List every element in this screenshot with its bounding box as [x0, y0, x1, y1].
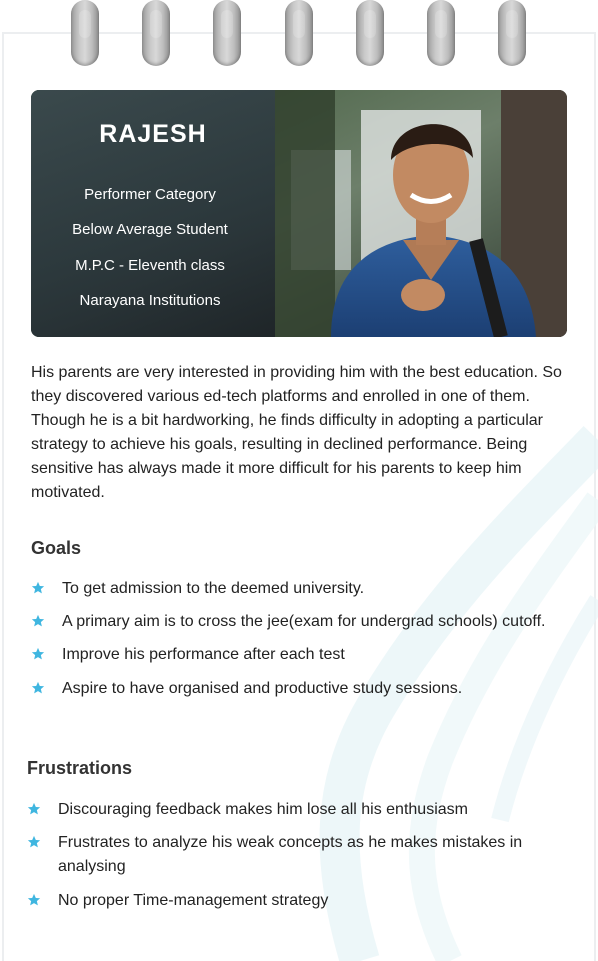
star-icon — [31, 614, 45, 628]
frustration-text: Frustrates to analyze his weak concepts as he makes mistakes in analysing — [58, 834, 523, 875]
goals-heading: Goals — [31, 538, 82, 558]
frustration-item — [27, 831, 547, 879]
goal-text: A primary aim is to cross the jee(exam for undergrad schools) cutoff. — [62, 613, 546, 630]
goal-text: Aspire to have organised and productive study sessions. — [62, 680, 463, 697]
performer-category-label: Performer Category — [84, 186, 216, 203]
goal-item — [31, 677, 551, 701]
frustrations-heading: Frustrations — [27, 758, 133, 778]
star-icon — [27, 802, 41, 816]
binder-ring-icon — [427, 0, 455, 66]
frustration-item — [27, 889, 547, 913]
goal-item — [31, 610, 551, 634]
binder-ring-icon — [285, 0, 313, 66]
star-icon — [27, 835, 41, 849]
frustration-text: No proper Time-management strategy — [58, 892, 329, 909]
star-icon — [31, 647, 45, 661]
goal-item — [31, 577, 551, 601]
goals-list — [31, 577, 551, 701]
star-icon — [31, 681, 45, 695]
profile-banner — [31, 90, 567, 337]
star-icon — [31, 581, 45, 595]
binder-rings — [0, 0, 598, 70]
goal-text: To get admission to the deemed university. — [62, 580, 365, 597]
performance-level: Below Average Student — [72, 221, 228, 238]
profile-info-panel — [31, 90, 275, 337]
binder-ring-icon — [356, 0, 384, 66]
binder-ring-icon — [71, 0, 99, 66]
binder-ring-icon — [142, 0, 170, 66]
intro-paragraph: His parents are very interested in providing him with the best education. So they discovered various ed-tech platforms and enrolled in one of them. Though he is a bit hardworking, he finds difficulty in adopting a particular strategy to achieve his goals, resulting in declined performance. Being sensitive has always made it more difficult for his parents to keep him motivated. — [31, 364, 562, 501]
star-icon — [27, 893, 41, 907]
class-stream: M.P.C - Eleventh class — [75, 257, 225, 274]
binder-ring-icon — [498, 0, 526, 66]
student-name: RAJESH — [99, 120, 207, 148]
frustration-item — [27, 798, 547, 822]
institution-name: Narayana Institutions — [79, 292, 221, 309]
binder-ring-icon — [213, 0, 241, 66]
goal-item — [31, 643, 551, 667]
frustration-text: Discouraging feedback makes him lose all his enthusiasm — [58, 801, 468, 818]
frustrations-list — [27, 798, 547, 913]
goal-text: Improve his performance after each test — [62, 646, 345, 663]
